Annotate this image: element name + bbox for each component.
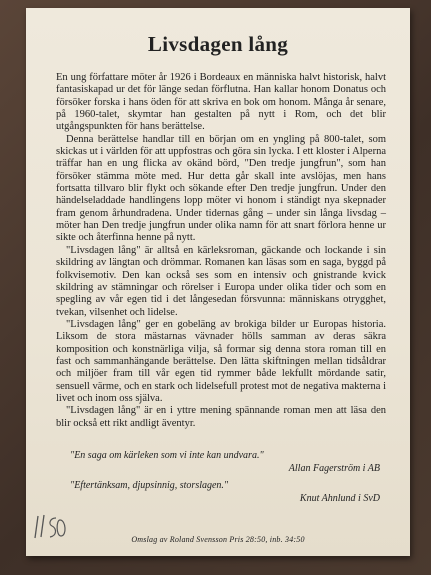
blurb-text xyxy=(56,72,386,430)
blurb-paragraph-1: En ung författare möter år 1926 i Bordeaux en människa halvt historisk, halvt fantasiskapad ur det för länge sedan förflutna. Han kallar honom Donatus och försöker forska i hans öden för att skriva en bok om honom. Många år senare, på 1960-talet, skymtar han gestalten på nytt i Rom, och det blir utgångspunkten för hans berättelse. xyxy=(56,72,386,133)
review-quotes xyxy=(70,450,380,510)
book-back-cover xyxy=(26,8,410,556)
blurb-paragraph-5: "Livsdagen lång" är en i yttre mening spännande roman men att läsa den blir också ett rikt andligt äventyr. xyxy=(56,405,386,429)
review-attribution-1: Allan Fagerström i AB xyxy=(288,462,380,474)
blurb-paragraph-3: "Livsdagen lång" är alltså en kärleksroman, gäckande och lockande i sin skildring av längtan och drömmar. Romanen kan läsas som en saga, byggd på folkvisemotiv. Den kan också ses som en intensiv och gnistrande kvick skildring av stämningar och rörelser i Europa under olika tider och som en spegling av vår egen tid i det långesedan försvunna: människans otrygghet, tvekan, vilsenhet och lidelse. xyxy=(56,244,386,318)
review-attribution-2: Knut Ahnlund i SvD xyxy=(299,492,380,504)
book-title: Livsdagen lång xyxy=(147,32,289,56)
blurb-paragraph-2: Denna berättelse handlar till en början om en yngling på 800-talet, som skickas ut i världen för att uppfostras och göra sin lycka. I ett kloster i Alperna träffar han en ung flicka av okänd börd, "Den tredje jungfrun", som han försöker stämma möte med. Hur detta går skall inte avslöjas, men hans fortsatta tillvaro blir flykt och sökande efter Den tredje jungfrun. Under den händelseladdade handlingens lopp möter vi honom i ständigt nya skepnader fram genom århundradena. Under tidernas gång – under sin långa livsdag – möter han Den tredje jungfrun under olika namn för att snart förlora henne ur sikte och återfinna henne på nytt. xyxy=(56,133,386,244)
review-quote-1: "En saga om kärleken som vi inte kan undvara." xyxy=(70,450,264,461)
review-quote-2: "Eftertänksam, djupsinnig, storslagen." xyxy=(70,480,229,491)
cover-credit-and-price: Omslag av Roland Svensson Pris 28:50, inb. 34:50 xyxy=(131,535,305,544)
blurb-paragraph-4: "Livsdagen lång" ger en gobeläng av brokiga bilder ur Europas historia. Liksom de stora mästarnas vävnader hölls samman av deras säkra komposition och konstnärliga vilja, så formar sig denna stora roman till en fast och sammanhängande berättelse. Den lätta skiftningen mellan tidsåldrar och miljöer fram till vår egen tid rymmer både lekfullt mördande satir, sensuell värme, och en stark och lidelsefull protest mot de negativa makterna i livet och inom oss själva. xyxy=(56,318,386,404)
